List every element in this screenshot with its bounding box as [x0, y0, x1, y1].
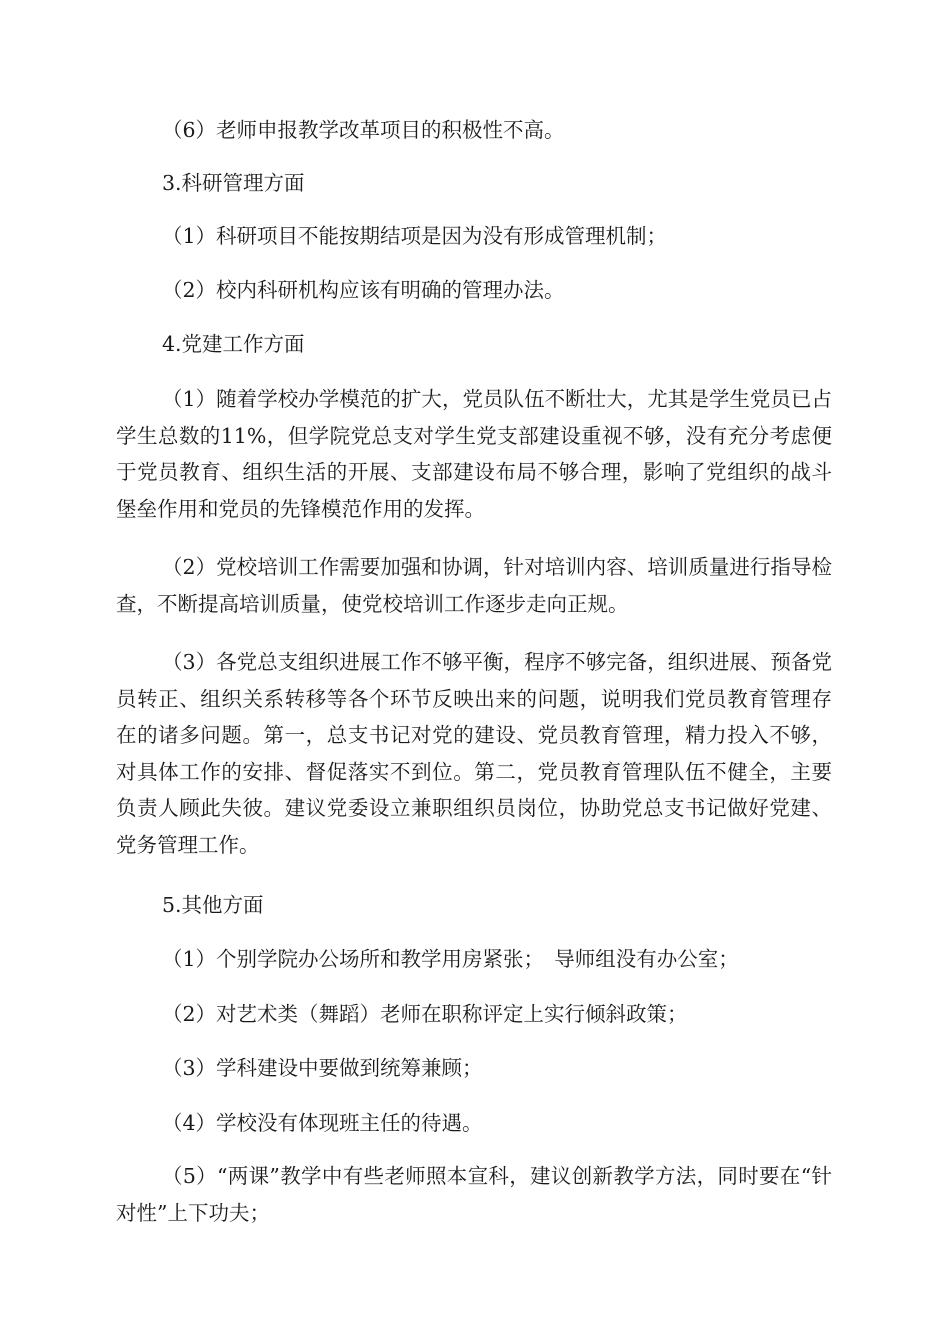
item-1-office-space: （1）个别学院办公场所和教学用房紧张； 导师组没有办公室； [162, 947, 739, 971]
item-3-discipline-building: （3）学科建设中要做到统筹兼顾； [162, 1056, 483, 1080]
item-3-party-branches: （3）各党总支组织进展工作不够平衡，程序不够完备，组织进展、预备党员转正、组织关系转移等各个环节反映出来的问题，说明我们党员教育管理存在的诸多问题。第一，总支书记对党的建设、党员教育管理，精力投入不够，对具体工作的安排、督促落实不到位。第二，党员教育管理队伍不健全，主要负责人顾此失彼。建议党委设立兼职组织员岗位，协助党总支书记做好党建、党务管理工作。 [116, 650, 832, 857]
item-2-research-institutions: （2）校内科研机构应该有明确的管理办法。 [162, 278, 565, 302]
heading-research-management: 3.科研管理方面 [162, 171, 305, 195]
heading-other-aspects: 5.其他方面 [162, 893, 264, 917]
item-4-class-teacher: （4）学校没有体现班主任的待遇。 [162, 1111, 483, 1135]
item-1-research-projects: （1）科研项目不能按期结项是因为没有形成管理机制； [162, 224, 668, 248]
item-1-party-members: （1）随着学校办学模范的扩大，党员队伍不断壮大，尤其是学生党员已占学生总数的11%，但学院党总支对学生党支部建设重视不够，没有充分考虑便于党员教育、组织生活的开展、支部建设布局不够合理，影响了党组织的战斗堡垒作用和党员的先锋模范作用的发挥。 [116, 387, 832, 521]
heading-party-building: 4.党建工作方面 [162, 332, 305, 356]
item-6-teaching-reform: （6）老师申报教学改革项目的积极性不高。 [162, 118, 565, 142]
item-5-two-courses: （5）“两课”教学中有些老师照本宣科，建议创新教学方法，同时要在“针对性”上下功夫； [116, 1164, 832, 1225]
item-2-art-teachers: （2）对艺术类（舞蹈）老师在职称评定上实行倾斜政策； [162, 1002, 688, 1026]
item-2-party-school-training: （2）党校培训工作需要加强和协调，针对培训内容、培训质量进行指导检查，不断提高培训质量，使党校培训工作逐步走向正规。 [116, 555, 832, 616]
